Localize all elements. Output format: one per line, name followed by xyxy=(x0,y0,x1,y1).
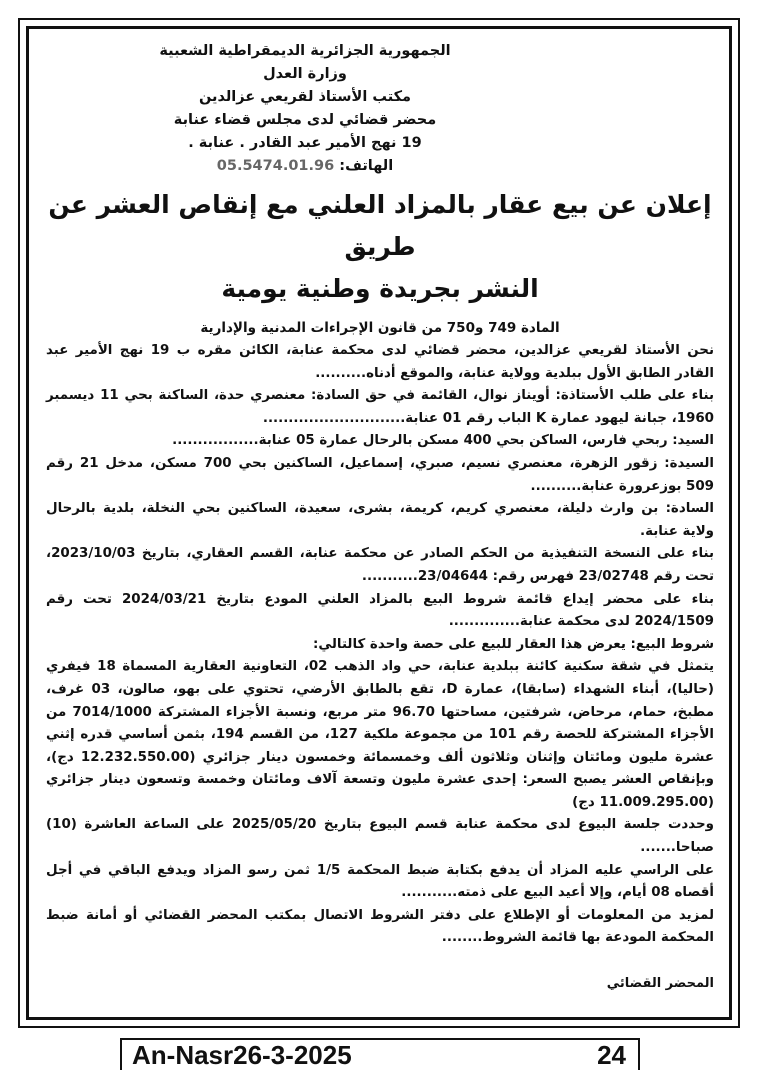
paragraph-judgment: بناء على النسخة التنفيذية من الحكم الصادر عن محكمة عنابة، القسم العقاري، بتاريخ 2023/10/03، تحت رقم 23/02748 فهرس رقم: 23/04644........... xyxy=(46,546,714,584)
phone-label: الهاتف: xyxy=(339,158,394,174)
paragraph-party-1: السيد: ربحي فارس، الساكن بحي 400 مسكن بالرحال عمارة 05 عنابة................. xyxy=(172,433,714,449)
paragraph-more-info: لمزيد من المعلومات أو الإطلاع على دفتر الشروط الاتصال بمكتب المحضر القضائي أو أمانة ضبط المحكمة المودعة بها قائمة الشروط........ xyxy=(46,907,714,946)
header-office: مكتب الأستاذ لقريعي عزالدين xyxy=(198,89,412,105)
header-ministry: وزارة العدل xyxy=(263,66,347,82)
legal-article-reference: المادة 749 و750 من قانون الإجراءات المدنية والإدارية xyxy=(200,320,560,336)
header-bailiff: محضر قضائي لدى مجلس قضاء عنابة xyxy=(173,112,437,128)
announcement-title xyxy=(46,184,714,310)
phone-number: 05.5474.01.96 xyxy=(216,158,335,174)
announcement-content xyxy=(46,40,714,1020)
signature: المحضر القضائي xyxy=(606,976,714,992)
paragraph-payment-terms: على الراسي عليه المزاد أن يدفع بكتابة ضبط المحكمة 1/5 ثمن رسو المزاد ويدفع الباقي في أجل أقصاه 08 أيام، وإلا أعيد البيع على ذمته........... xyxy=(46,862,714,901)
paragraph-party-2: السيدة: زقور الزهرة، معنصري نسيم، صبري، إسماعيل، الساكنين بحي 700 مسكن، مدخل 21 رقم 509 بوزعرورة عنابة.......... xyxy=(46,455,714,494)
paragraph-property-description: يتمثل في شقة سكنية كائنة ببلدية عنابة، حي واد الذهب 02، التعاونية العقارية المسماة 18 فيفري (حاليا)، أبناء الشهداء (سابقا)، عمارة D، تقع بالطابق الأرضي، تحتوي على بهو، صالون، 03 غرف، مطبخ، حمام، مرحاض، شرفتين، مساحتها 96.70 متر مربع، ونسبة الأجزاء المشتركة 7014/1000 من الأجزاء المشتركة للحصة رقم 101 من مجموعة ملكية 127، من القسم 194، بثمن أساسي قدره إثني عشرة مليون ومائتان وإثنان وثلاثون ألف وخمسمائة وخمسون دينار جزائري (12.232.550.00 دج)، وبإنقاص العشر يصبح السعر: إحدى عشرة مليون وتسعة آلاف ومائتان وخمسة وتسعون دينار جزائري (11.009.295.00 دج) xyxy=(46,659,715,810)
header-republic: الجمهورية الجزائرية الديمقراطية الشعبية xyxy=(159,43,451,59)
title-line-2: النشر بجريدة وطنية يومية xyxy=(221,274,539,303)
paragraph-request: بناء على طلب الأستاذة: أويناز نوال، القائمة في حق السادة: معنصري حدة، الساكنة بحي 11 ديسمبر 1960، جبانة ليهود عمارة K الباب رقم 01 عنابة............................ xyxy=(46,388,714,426)
title-line-1: إعلان عن بيع عقار بالمزاد العلني مع إنقاص العشر عن طريق xyxy=(48,190,712,261)
header-phone xyxy=(46,155,564,178)
paragraph-bailiff: نحن الأستاذ لقريعي عزالدين، محضر قضائي لدى محكمة عنابة، الكائن مقره ب 19 نهج الأمير عبد القادر الطابق الأول ببلدية وولاية عنابة، والموقع أدناه.......... xyxy=(46,343,714,381)
paragraph-deposit: بناء على محضر إيداع قائمة شروط البيع بالمزاد العلني المودع بتاريخ 2024/03/21 تحت رقم 2024/1509 لدى محكمة عنابة.............. xyxy=(46,591,714,630)
paragraph-sale-conditions: شروط البيع: يعرض هذا العقار للبيع على حصة واحدة كالتالي: xyxy=(313,636,714,652)
newspaper-footer xyxy=(120,1038,640,1070)
paragraph-auction-date: وحددت جلسة البيوع لدى محكمة عنابة قسم البيوع بتاريخ 2025/05/20 على الساعة العاشرة (10) صباحا....... xyxy=(46,817,715,856)
header-address: 19 نهج الأمير عبد القادر . عنابة . xyxy=(188,135,422,151)
office-header xyxy=(46,40,564,178)
paragraph-party-3: السادة: بن وارث دليلة، معنصري كريم، كريمة، بشرى، سعيدة، الساكنين بحي النخلة، بلدية بالرحال ولاية عنابة. xyxy=(46,501,714,539)
announcement-body xyxy=(46,340,714,950)
page-number: 24 xyxy=(597,1039,626,1070)
publication-date: An-Nasr26-3-2025 xyxy=(132,1039,352,1070)
